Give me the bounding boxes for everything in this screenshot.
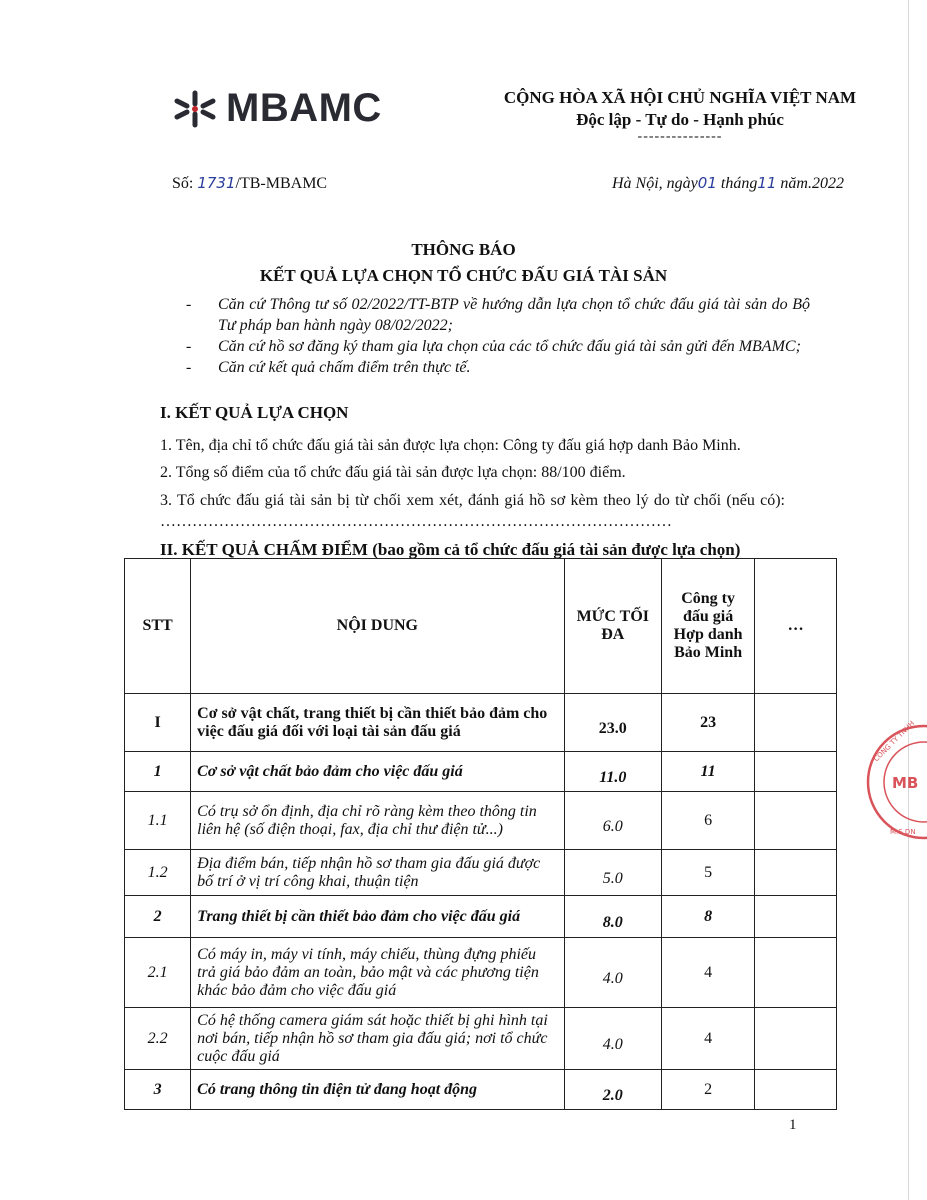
page-edge xyxy=(908,0,909,1200)
row-content: Trang thiết bị cần thiết bảo đảm cho việc đấu giá xyxy=(191,896,564,938)
row-max xyxy=(564,850,662,896)
header-stt: STT xyxy=(125,559,191,694)
row-content: Cơ sở vật chất, trang thiết bị cần thiết bảo đảm cho việc đấu giá đối với loại tài sản đấu giá xyxy=(191,694,564,752)
row-stt: 2 xyxy=(125,896,191,938)
row-max-value: 8.0 xyxy=(602,913,623,931)
day-handwritten: 01 xyxy=(697,174,717,192)
basis-text: Căn cứ kết quả chấm điểm trên thực tế. xyxy=(218,359,471,376)
page-number: 1 xyxy=(789,1117,797,1133)
logo-text: MBAMC xyxy=(226,86,382,130)
row-score: 4 xyxy=(662,938,755,1008)
basis-text: Căn cứ hồ sơ đăng ký tham gia lựa chọn của các tổ chức đấu giá tài sản gửi đến MBAMC; xyxy=(218,338,801,355)
section2-note: (bao gồm cả tổ chức đấu giá tài sản được lựa chọn) xyxy=(367,540,741,559)
score-table xyxy=(124,558,837,1110)
table-header-row xyxy=(125,559,837,694)
row-stt: 2.1 xyxy=(125,938,191,1008)
row-max xyxy=(564,1008,662,1070)
section1-p1: 1. Tên, địa chỉ tổ chức đấu giá tài sản được lựa chọn: Công ty đấu giá hợp danh Bảo Minh. xyxy=(160,437,741,454)
nation-title: CỘNG HÒA XÃ HỘI CHỦ NGHĨA VIỆT NAM xyxy=(503,88,857,107)
place-prefix: Hà Nội, ngày xyxy=(612,175,698,192)
row-max xyxy=(564,694,662,752)
row-max-value: 2.0 xyxy=(602,1086,623,1104)
mb-star-icon xyxy=(172,89,218,129)
header-more: … xyxy=(755,559,837,694)
row-stt: I xyxy=(125,694,191,752)
row-score: 6 xyxy=(662,792,755,850)
national-header xyxy=(470,88,890,144)
row-content: Cơ sở vật chất bảo đảm cho việc đấu giá xyxy=(191,752,564,792)
row-stt: 1.1 xyxy=(125,792,191,850)
header-max: MỨC TỐI ĐA xyxy=(564,559,662,694)
nation-motto: Độc lập - Tự do - Hạnh phúc xyxy=(576,110,784,129)
row-score: 8 xyxy=(662,896,755,938)
row-more xyxy=(755,850,837,896)
row-max xyxy=(564,792,662,850)
row-max-value: 4.0 xyxy=(602,1035,623,1053)
row-score: 11 xyxy=(662,752,755,792)
row-content: Địa điểm bán, tiếp nhận hồ sơ tham gia đấu giá được bố trí ở vị trí công khai, thuận tiện xyxy=(191,850,564,896)
table-row xyxy=(125,896,837,938)
month-handwritten: 11 xyxy=(757,174,777,192)
table-row xyxy=(125,694,837,752)
row-stt: 3 xyxy=(125,1070,191,1110)
row-stt: 2.2 xyxy=(125,1008,191,1070)
row-more xyxy=(755,792,837,850)
section1-p2: 2. Tổng số điểm của tổ chức đấu giá tài sản được lựa chọn: 88/100 điểm. xyxy=(160,464,626,481)
row-more xyxy=(755,1070,837,1110)
row-content: Có máy in, máy vi tính, máy chiếu, thùng đựng phiếu trả giá bảo đảm an toàn, bảo mật và các phương tiện khác bảo đảm cho việc đấu giá xyxy=(191,938,564,1008)
basis-text: Căn cứ Thông tư số 02/2022/TT-BTP về hướng dẫn lựa chọn tổ chức đấu giá tài sản do Bộ Tư pháp ban hành ngày 08/02/2022; xyxy=(218,296,810,334)
mbamc-logo xyxy=(172,86,382,131)
place-date xyxy=(612,174,844,193)
row-max-value: 11.0 xyxy=(599,768,627,786)
row-more xyxy=(755,938,837,1008)
row-content: Có trụ sở ổn định, địa chỉ rõ ràng kèm theo thông tin liên hệ (số điện thoại, fax, địa chỉ thư điện tử...) xyxy=(191,792,564,850)
basis-item xyxy=(180,336,810,357)
row-max xyxy=(564,938,662,1008)
svg-text:CÔNG TY TNHH: CÔNG TY TNHH xyxy=(872,719,917,764)
table-row xyxy=(125,1008,837,1070)
table-row xyxy=(125,1070,837,1110)
row-more xyxy=(755,1008,837,1070)
row-more xyxy=(755,752,837,792)
row-max-value: 5.0 xyxy=(602,869,623,887)
row-max-value: 6.0 xyxy=(602,817,623,835)
table-row xyxy=(125,938,837,1008)
doc-subtitle: KẾT QUẢ LỰA CHỌN TỔ CHỨC ĐẤU GIÁ TÀI SẢN xyxy=(259,266,668,285)
row-score: 23 xyxy=(662,694,755,752)
section2-title: II. KẾT QUẢ CHẤM ĐIỂM xyxy=(160,540,368,559)
header-content: NỘI DUNG xyxy=(191,559,564,694)
row-content: Có trang thông tin điện tử đang hoạt động xyxy=(191,1070,564,1110)
section1-heading: I. KẾT QUẢ LỰA CHỌN xyxy=(160,403,349,422)
row-max xyxy=(564,752,662,792)
docno-prefix: Số: xyxy=(172,175,198,192)
document-number xyxy=(172,174,327,193)
row-more xyxy=(755,896,837,938)
legal-bases xyxy=(180,294,810,378)
svg-text:MB: MB xyxy=(892,774,919,792)
basis-dash: - xyxy=(186,296,192,313)
row-score: 2 xyxy=(662,1070,755,1110)
row-score: 4 xyxy=(662,1008,755,1070)
header-baominh: Công ty đấu giá Hợp danh Bảo Minh xyxy=(662,559,755,694)
row-stt: 1 xyxy=(125,752,191,792)
table-row xyxy=(125,792,837,850)
basis-item xyxy=(180,294,810,336)
table-row xyxy=(125,752,837,792)
nation-rule: --------------- xyxy=(637,129,723,144)
row-max xyxy=(564,896,662,938)
company-seal xyxy=(862,712,927,852)
row-stt: 1.2 xyxy=(125,850,191,896)
docno-handwritten: 1731 xyxy=(197,174,236,192)
row-score: 5 xyxy=(662,850,755,896)
basis-item xyxy=(180,357,810,378)
section1-p3: 3. Tổ chức đấu giá tài sản bị từ chối xem xét, đánh giá hồ sơ kèm theo lý do từ chối (nếu có): …………………………………………………………………………………… xyxy=(160,492,785,530)
docno-suffix: /TB-MBAMC xyxy=(235,175,328,192)
row-max-value: 23.0 xyxy=(598,719,627,737)
row-max-value: 4.0 xyxy=(602,969,623,987)
year-label: năm.2022 xyxy=(776,175,844,192)
svg-text:M.S.DN: M.S.DN xyxy=(890,828,916,836)
row-content: Có hệ thống camera giám sát hoặc thiết bị ghi hình tại nơi bán, tiếp nhận hồ sơ tham gia đấu giá; nơi tổ chức cuộc đấu giá xyxy=(191,1008,564,1070)
table-row xyxy=(125,850,837,896)
doc-title: THÔNG BÁO xyxy=(411,240,516,259)
row-more xyxy=(755,694,837,752)
month-label: tháng xyxy=(716,175,758,192)
row-max xyxy=(564,1070,662,1110)
basis-dash: - xyxy=(186,338,192,355)
basis-dash: - xyxy=(186,359,192,376)
section2-heading xyxy=(160,540,740,560)
